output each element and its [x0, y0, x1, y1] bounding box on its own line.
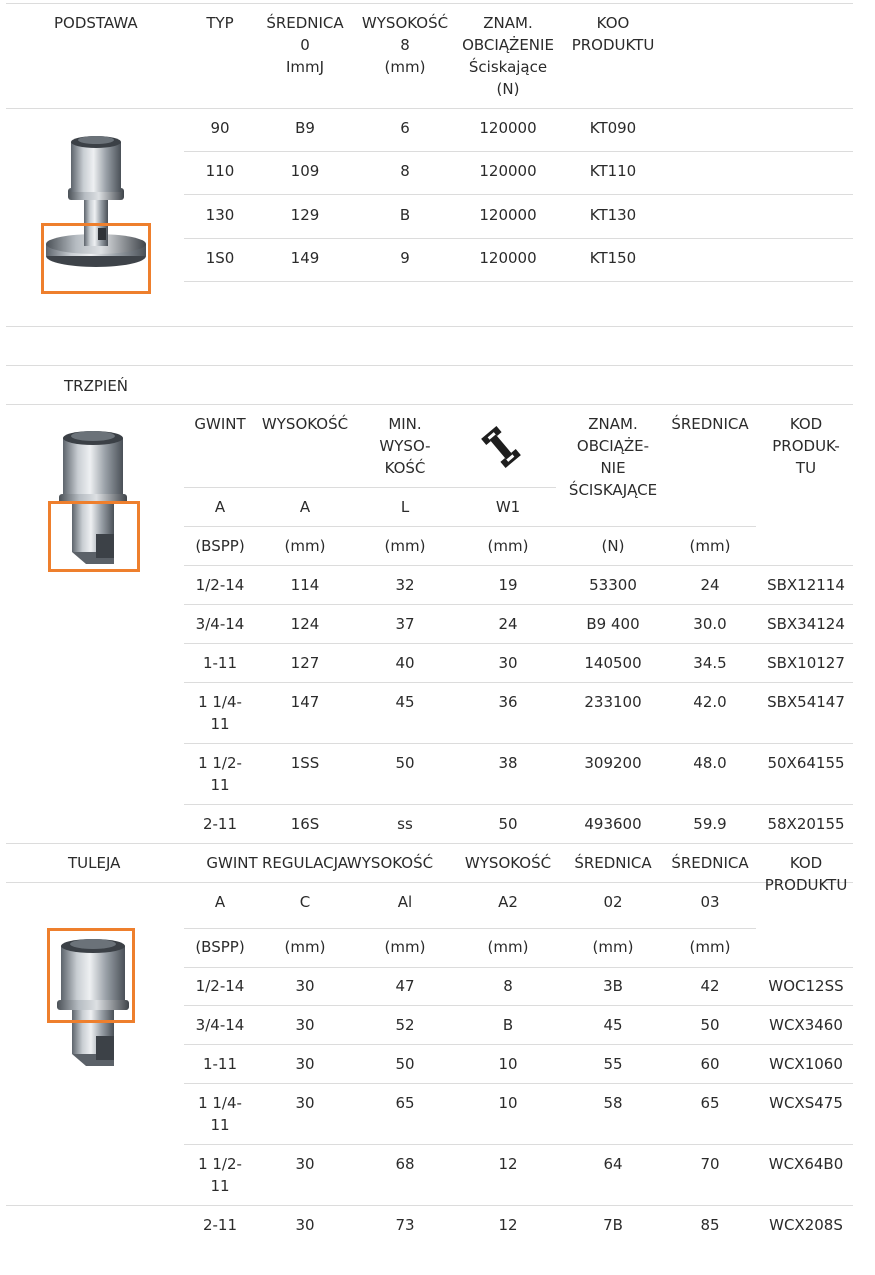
tuleja-table-cell: 30 [295, 1055, 315, 1073]
tuleja-table-cell: 1/2-14 [195, 977, 245, 995]
trzpien-table-cell: 140500 [584, 654, 642, 672]
trzpien-table-cell: 493600 [584, 815, 642, 833]
tuleja-header-cell: GWINT [206, 854, 258, 872]
podstawa-header-cell: KOO PRODUKTU [571, 14, 655, 54]
tuleja-unit-cell: (mm) [592, 938, 634, 956]
tuleja-table-cell: B [502, 1016, 514, 1034]
section-label-trzpien: TRZPIEŃ [64, 377, 129, 395]
tuleja-table-cell: 8 [503, 977, 513, 995]
trzpien-table-cell: 2-11 [202, 815, 238, 833]
tuleja-table-cell: 50 [700, 1016, 720, 1034]
tuleja-header-cell: ŚREDNICA [671, 854, 749, 872]
podstawa-header-cell: WYSOKOŚĆ 8 (mm) [361, 14, 449, 76]
podstawa-table-cell: 110 [205, 162, 235, 180]
tuleja-table-cell: WCX3460 [769, 1016, 843, 1034]
tuleja-table-cell: 68 [395, 1155, 415, 1173]
trzpien-table-cell: 114 [290, 576, 320, 594]
tuleja-symbol-cell: Al [397, 893, 413, 911]
tuleja-table-cell: 10 [498, 1094, 518, 1112]
trzpien-symbol-cell: L [400, 498, 410, 516]
trzpien-unit-cell: (mm) [487, 537, 529, 555]
podstawa-highlight-frame [41, 223, 151, 294]
tuleja-table-cell: 45 [603, 1016, 623, 1034]
trzpien-table-cell: 38 [498, 754, 518, 772]
tuleja-table-cell: 70 [700, 1155, 720, 1173]
trzpien-table-cell: 50 [395, 754, 415, 772]
tuleja-header-cell: ŚREDNICA [574, 854, 652, 872]
tuleja-table-cell: 85 [700, 1216, 720, 1234]
tuleja-table-cell: 7B [603, 1216, 623, 1234]
podstawa-table-cell: 90 [210, 119, 230, 137]
trzpien-table-cell: 233100 [584, 693, 642, 711]
tuleja-table-cell: 30 [295, 1094, 315, 1112]
trzpien-table-cell: 58X20155 [767, 815, 845, 833]
tuleja-table-cell: 73 [395, 1216, 415, 1234]
tuleja-header-cell: REGULACJA [261, 854, 349, 872]
tuleja-table-cell: 42 [700, 977, 720, 995]
trzpien-header-cell: WYSOKOŚĆ [261, 415, 349, 433]
tuleja-unit-cell: (mm) [284, 938, 326, 956]
tuleja-table-cell: 60 [700, 1055, 720, 1073]
trzpien-unit-cell: (mm) [689, 537, 731, 555]
tuleja-table-cell: 30 [295, 1155, 315, 1173]
podstawa-table-cell: 120000 [479, 249, 537, 267]
podstawa-table-cell: 129 [290, 206, 320, 224]
tuleja-header-cell: WYSOKOŚĆ [346, 854, 434, 872]
tuleja-table-cell: 2-11 [202, 1216, 238, 1234]
trzpien-header-cell: MIN. WYSO- KOŚĆ [379, 415, 431, 477]
trzpien-table-cell: 309200 [584, 754, 642, 772]
trzpien-table-cell: 1/2-14 [195, 576, 245, 594]
tuleja-header-cell: WYSOKOŚĆ [464, 854, 552, 872]
podstawa-table-cell: 149 [290, 249, 320, 267]
tuleja-table-cell: WOC12SS [768, 977, 844, 995]
trzpien-table-cell: 42.0 [693, 693, 727, 711]
tuleja-table-cell: 12 [498, 1155, 518, 1173]
trzpien-table-cell: 48.0 [693, 754, 727, 772]
podstawa-header-cell: ZNAM. OBCIĄŻENIE Ściskające (N) [462, 14, 554, 98]
podstawa-table-cell: 120000 [479, 206, 537, 224]
trzpien-header-cell: GWINT [194, 415, 246, 433]
tuleja-header-cell: KOD PRODUKTU [764, 854, 848, 894]
trzpien-table-cell: 50X64155 [767, 754, 845, 772]
podstawa-table-cell: 130 [205, 206, 235, 224]
tuleja-table-cell: WCXS475 [769, 1094, 843, 1112]
trzpien-header-cell: ZNAM. OBCIĄŻE- NIE ŚCISKAJĄCE [568, 415, 658, 499]
trzpien-highlight-frame [48, 501, 140, 572]
podstawa-table-cell: 1S0 [205, 249, 235, 267]
tuleja-unit-cell: (BSPP) [195, 938, 245, 956]
podstawa-table-cell: KT150 [589, 249, 637, 267]
trzpien-table-cell: ss [397, 815, 413, 833]
trzpien-table-cell: B9 400 [586, 615, 640, 633]
trzpien-symbol-cell: A [299, 498, 311, 516]
trzpien-table-cell: 24 [700, 576, 720, 594]
section-label-podstawa: PODSTAWA [54, 14, 138, 32]
trzpien-symbol-cell: A [214, 498, 226, 516]
tuleja-unit-cell: (mm) [487, 938, 529, 956]
trzpien-table-cell: 1 1/4- 11 [198, 693, 242, 733]
podstawa-table-cell: KT130 [589, 206, 637, 224]
trzpien-table-cell: SBX54147 [767, 693, 845, 711]
podstawa-table-cell: KT090 [589, 119, 637, 137]
trzpien-table-cell: 32 [395, 576, 415, 594]
trzpien-table-cell: 124 [290, 615, 320, 633]
podstawa-header-cell: TYP [206, 14, 234, 32]
trzpien-table-cell: 53300 [589, 576, 637, 594]
tuleja-unit-cell: (mm) [384, 938, 426, 956]
tuleja-symbol-cell: 02 [603, 893, 623, 911]
tuleja-table-cell: WCX64B0 [768, 1155, 844, 1173]
trzpien-header-cell: ŚREDNICA [671, 415, 749, 433]
trzpien-table-cell: 24 [498, 615, 518, 633]
tuleja-table-cell: WCX1060 [769, 1055, 843, 1073]
tuleja-table-cell: 10 [498, 1055, 518, 1073]
podstawa-table-cell: 120000 [479, 119, 537, 137]
podstawa-header-cell: ŚREDNICA 0 ImmJ [266, 14, 344, 76]
tuleja-symbol-cell: C [299, 893, 311, 911]
trzpien-symbol-cell: W1 [495, 498, 521, 516]
tuleja-table-cell: 3B [603, 977, 623, 995]
section-label-tuleja: TULEJA [68, 854, 121, 872]
tuleja-table-cell: 65 [395, 1094, 415, 1112]
tuleja-table-cell: 65 [700, 1094, 720, 1112]
trzpien-unit-cell: (mm) [284, 537, 326, 555]
trzpien-table-cell: 16S [290, 815, 320, 833]
tuleja-table-cell: 47 [395, 977, 415, 995]
trzpien-table-cell: 30 [498, 654, 518, 672]
tuleja-unit-cell: (mm) [689, 938, 731, 956]
trzpien-table-cell: 36 [498, 693, 518, 711]
tuleja-highlight-frame [47, 928, 135, 1023]
tuleja-symbol-cell: A2 [498, 893, 518, 911]
trzpien-table-cell: 3/4-14 [195, 615, 245, 633]
trzpien-header-cell: KOD PRODUK- TU [772, 415, 840, 477]
trzpien-table-cell: SBX34124 [767, 615, 845, 633]
podstawa-table-cell: KT110 [589, 162, 637, 180]
trzpien-table-cell: 59.9 [693, 815, 727, 833]
tuleja-table-cell: 30 [295, 1216, 315, 1234]
tuleja-table-cell: 30 [295, 977, 315, 995]
tuleja-table-cell: 50 [395, 1055, 415, 1073]
podstawa-table-cell: 8 [400, 162, 410, 180]
tuleja-symbol-cell: A [214, 893, 226, 911]
tuleja-table-cell: WCX208S [769, 1216, 843, 1234]
podstawa-table-cell: 9 [400, 249, 410, 267]
podstawa-table-cell: 109 [290, 162, 320, 180]
trzpien-table-cell: 1-11 [202, 654, 238, 672]
trzpien-table-cell: 1 1/2- 11 [198, 754, 242, 794]
tuleja-table-cell: 1 1/4- 11 [198, 1094, 242, 1134]
tuleja-symbol-cell: 03 [700, 893, 720, 911]
wrench-icon [478, 424, 524, 470]
tuleja-table-cell: 52 [395, 1016, 415, 1034]
tuleja-table-cell: 1 1/2- 11 [198, 1155, 242, 1195]
podstawa-table-cell: B [399, 206, 411, 224]
trzpien-table-cell: 30.0 [693, 615, 727, 633]
tuleja-table-cell: 58 [603, 1094, 623, 1112]
trzpien-table-cell: 37 [395, 615, 415, 633]
trzpien-unit-cell: (N) [601, 537, 625, 555]
trzpien-table-cell: SBX10127 [767, 654, 845, 672]
tuleja-table-cell: 3/4-14 [195, 1016, 245, 1034]
tuleja-table-cell: 64 [603, 1155, 623, 1173]
trzpien-table-cell: 147 [290, 693, 320, 711]
trzpien-unit-cell: (BSPP) [195, 537, 245, 555]
trzpien-table-cell: 19 [498, 576, 518, 594]
trzpien-table-cell: 34.5 [693, 654, 727, 672]
trzpien-table-cell: 45 [395, 693, 415, 711]
tuleja-table-cell: 55 [603, 1055, 623, 1073]
podstawa-table-cell: B9 [295, 119, 315, 137]
tuleja-table-cell: 12 [498, 1216, 518, 1234]
trzpien-table-cell: 1SS [290, 754, 320, 772]
podstawa-table-cell: 6 [400, 119, 410, 137]
trzpien-table-cell: 50 [498, 815, 518, 833]
trzpien-unit-cell: (mm) [384, 537, 426, 555]
tuleja-table-cell: 1-11 [202, 1055, 238, 1073]
podstawa-table-cell: 120000 [479, 162, 537, 180]
trzpien-table-cell: 40 [395, 654, 415, 672]
tuleja-table-cell: 30 [295, 1016, 315, 1034]
trzpien-table-cell: SBX12114 [767, 576, 845, 594]
trzpien-table-cell: 127 [290, 654, 320, 672]
